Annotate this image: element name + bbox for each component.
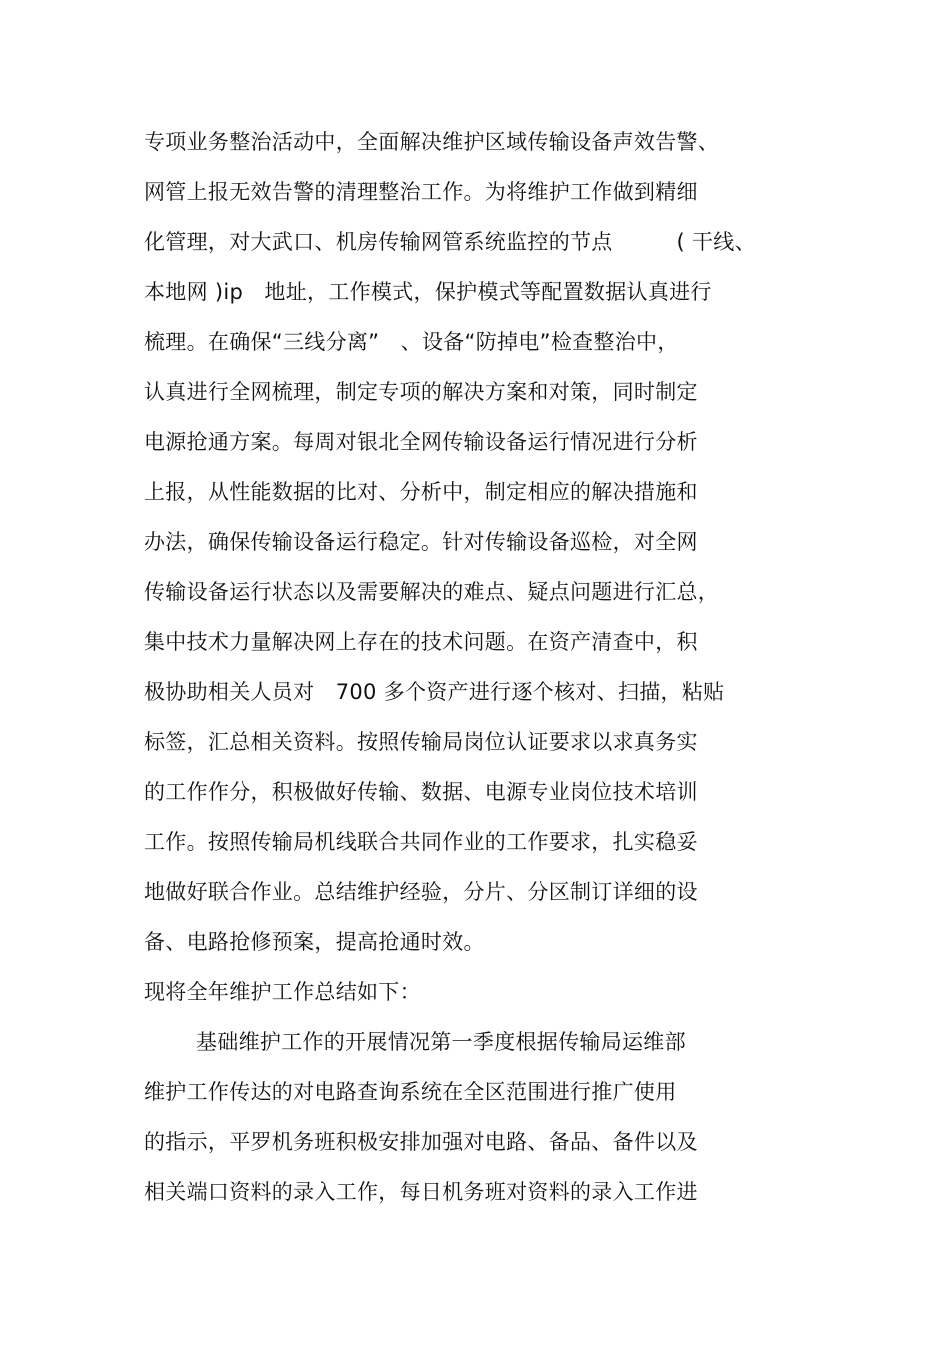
text-line: 维护工作传达的对电路查询系统在全区范围进行推广使用 bbox=[144, 1080, 677, 1104]
text-line: 梳理。在确保“三线分离” 、设备“防掉电”检查整治中， bbox=[144, 330, 679, 354]
text-line: 极协助相关人员对 700 多个资产进行逐个核对、扫描，粘贴 bbox=[144, 680, 725, 704]
text-line: 上报，从性能数据的比对、分析中，制定相应的解决措施和 bbox=[144, 480, 698, 504]
text-line: 本地网 )ip 地址，工作模式，保护模式等配置数据认真进行 bbox=[144, 280, 712, 304]
text-line: 专项业务整治活动中，全面解决维护区域传输设备声效告警、 bbox=[144, 130, 720, 154]
text-line: 工作。按照传输局机线联合共同作业的工作要求，扎实稳妥 bbox=[144, 830, 698, 854]
text-line: 的工作作分，积极做好传输、数据、电源专业岗位技术培训 bbox=[144, 780, 698, 804]
text-line: 传输设备运行状态以及需要解决的难点、疑点问题进行汇总， bbox=[144, 580, 720, 604]
text-line: 集中技术力量解决网上存在的技术问题。在资产清查中，积 bbox=[144, 630, 698, 654]
text-line: 办法，确保传输设备运行稳定。针对传输设备巡检，对全网 bbox=[144, 530, 698, 554]
text-line: 标签，汇总相关资料。按照传输局岗位认证要求以求真务实 bbox=[144, 730, 698, 754]
text-line: 电源抢通方案。每周对银北全网传输设备运行情况进行分析 bbox=[144, 430, 698, 454]
text-line: 备、电路抢修预案，提高抢通时效。 bbox=[144, 930, 485, 954]
text-line: 现将全年维护工作总结如下： bbox=[144, 980, 421, 1004]
text-line: 化管理，对大武口、机房传输网管系统监控的节点 ( 干线、 bbox=[144, 230, 756, 254]
text-line: 地做好联合作业。总结维护经验，分片、分区制订详细的设 bbox=[144, 880, 698, 904]
text-line: 的指示，平罗机务班积极安排加强对电路、备品、备件以及 bbox=[144, 1130, 698, 1154]
text-line: 认真进行全网梳理，制定专项的解决方案和对策，同时制定 bbox=[144, 380, 698, 404]
paragraph-first-line: 基础维护工作的开展情况第一季度根据传输局运维部 bbox=[196, 1030, 686, 1054]
text-line: 相关端口资料的录入工作，每日机务班对资料的录入工作进 bbox=[144, 1180, 698, 1204]
text-line: 网管上报无效告警的清理整治工作。为将维护工作做到精细 bbox=[144, 180, 698, 204]
